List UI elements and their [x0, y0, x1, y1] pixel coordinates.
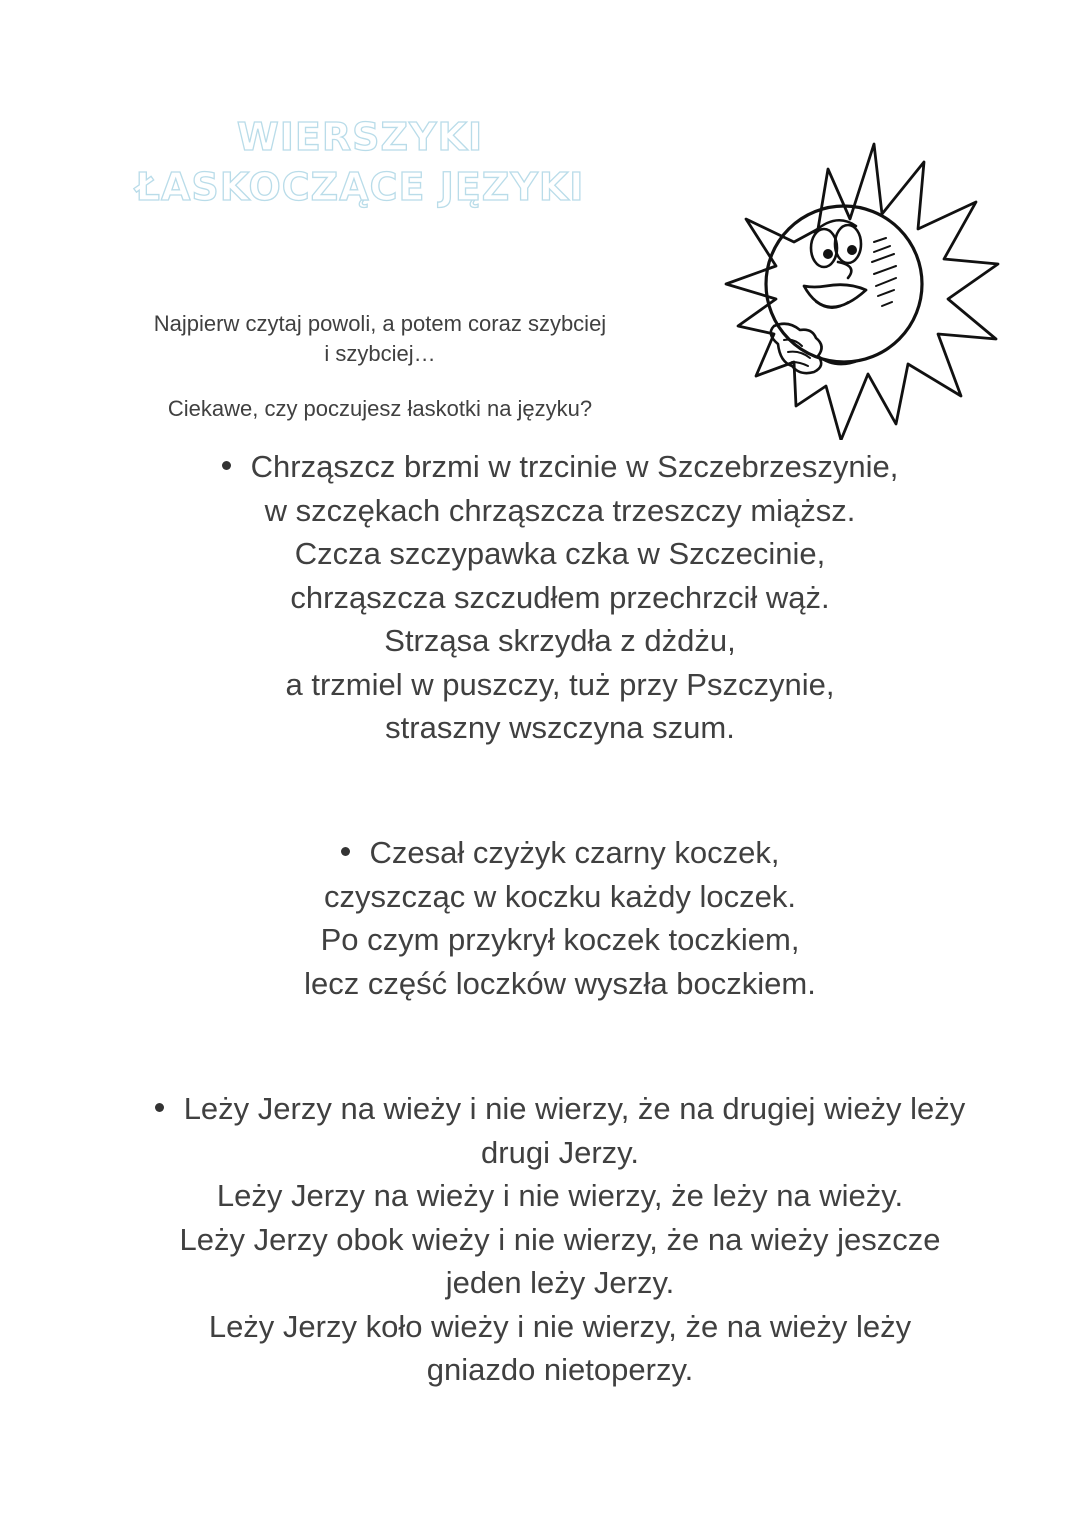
smiling-sun-icon	[676, 134, 1006, 440]
poem-line: drugi Jerzy.	[481, 1134, 639, 1170]
title-line-1: WIERSZYKI	[236, 115, 484, 159]
poem-1	[60, 445, 1060, 750]
poem-line: chrząszcza szczudłem przechrzcił wąż.	[290, 579, 830, 615]
intro-line-2: i szybciej…	[324, 341, 436, 366]
bullet-icon	[341, 847, 350, 856]
intro-question	[60, 394, 700, 424]
poem-line: Leży Jerzy obok wieży i nie wierzy, że na wieży jeszcze	[179, 1221, 941, 1257]
poem-line: Chrząszcz brzmi w trzcinie w Szczebrzeszynie,	[60, 445, 1060, 489]
poem-3	[60, 1087, 1060, 1392]
poem-line: czyszcząc w koczku każdy loczek.	[323, 878, 797, 914]
poem-line: straszny wszczyna szum.	[385, 710, 735, 745]
poem-line: jeden leży Jerzy.	[445, 1265, 675, 1300]
bullet-icon	[155, 1103, 164, 1112]
poem-line: a trzmiel w puszczy, tuż przy Pszczynie,	[285, 666, 835, 702]
poem-line: Strząsa skrzydła z dżdżu,	[384, 623, 736, 658]
intro-line-1: Najpierw czytaj powoli, a potem coraz szybciej	[153, 311, 607, 336]
poem-line: Czcza szczypawka czka w Szczecinie,	[294, 536, 826, 571]
page-title	[110, 112, 610, 212]
poem-line: Czesał czyżyk czarny koczek,	[60, 831, 1060, 875]
poem-line: Leży Jerzy koło wieży i nie wierzy, że na wieży leży	[208, 1308, 912, 1344]
poem-line: Po czym przykrył koczek toczkiem,	[320, 922, 800, 957]
bullet-icon	[222, 461, 231, 470]
poem-line: gniazdo nietoperzy.	[426, 1352, 694, 1387]
poem-line: Leży Jerzy na wieży i nie wierzy, że leży na wieży.	[216, 1178, 904, 1213]
poem-2	[60, 831, 1060, 1005]
title-line-2: ŁASKOCZĄCE JĘZYKI	[135, 165, 585, 209]
poem-line: w szczękach chrząszcza trzeszczy miąższ.	[264, 492, 856, 528]
intro-instruction	[60, 309, 700, 369]
poem-line: lecz część loczków wyszła boczkiem.	[304, 965, 816, 1001]
poem-line: Leży Jerzy na wieży i nie wierzy, że na drugiej wieży leży	[60, 1087, 1060, 1131]
intro-line-3: Ciekawe, czy poczujesz łaskotki na języku?	[167, 396, 593, 421]
